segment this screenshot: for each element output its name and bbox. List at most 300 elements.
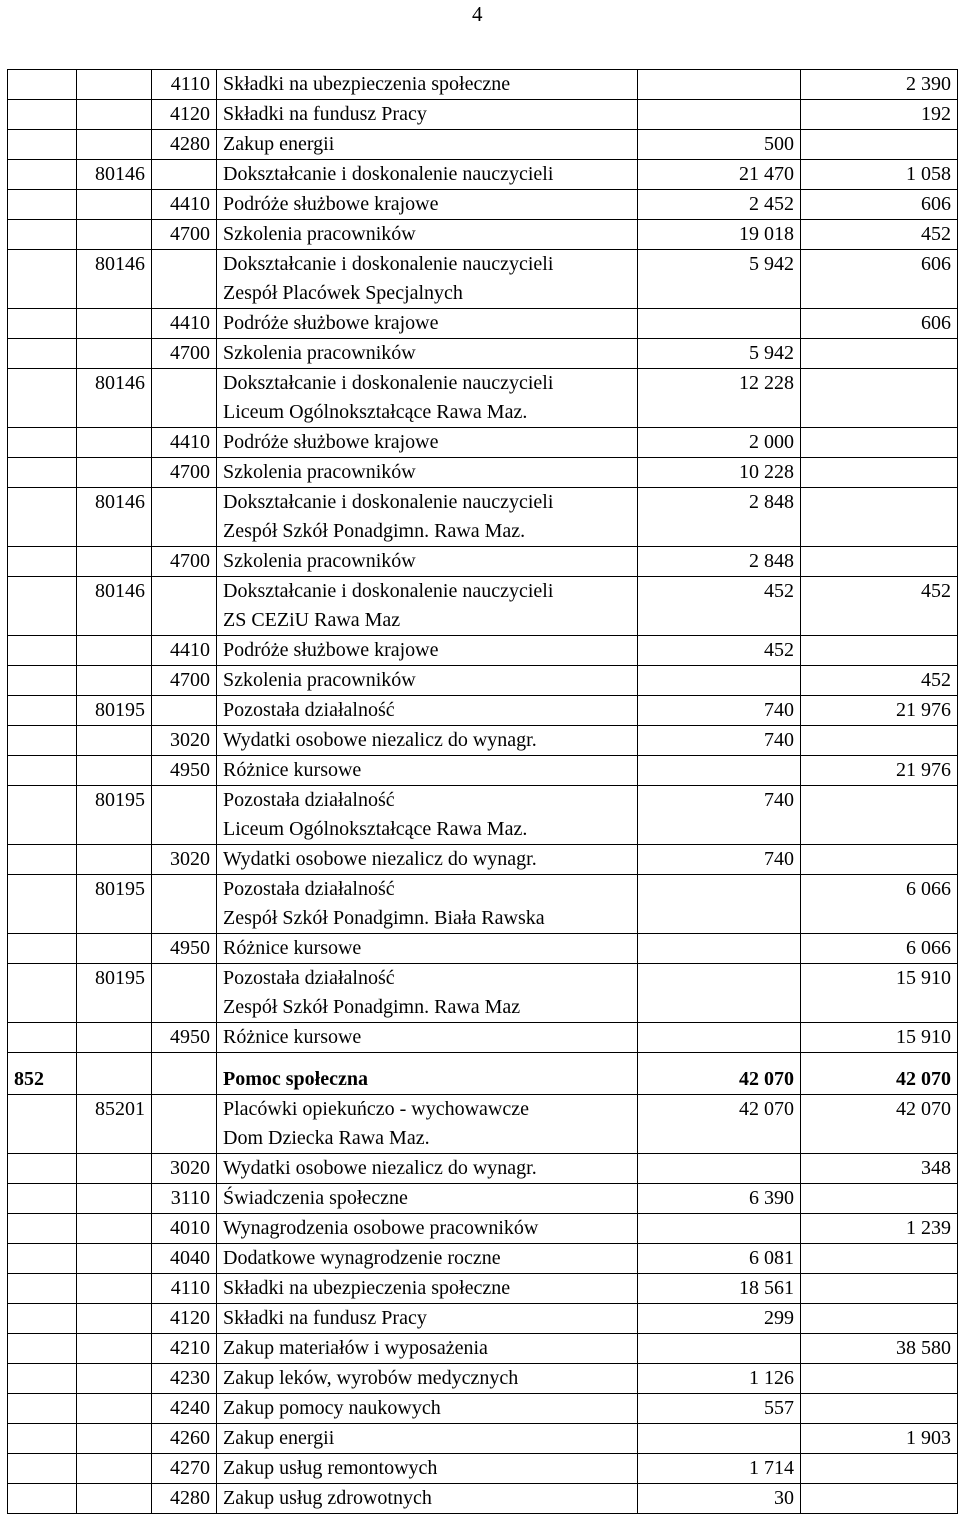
paragraf-cell bbox=[152, 160, 217, 190]
paragraf-cell: 4280 bbox=[152, 1484, 217, 1514]
nazwa-cell bbox=[217, 547, 638, 577]
rozdzial-cell bbox=[77, 70, 152, 100]
kwota-zwiekszenie-cell bbox=[801, 1184, 958, 1214]
nazwa-line: Zakup materiałów i wyposażenia bbox=[223, 1337, 488, 1359]
kwota-zmniejszenie-cell bbox=[638, 1334, 801, 1364]
dzial-cell bbox=[8, 934, 77, 964]
nazwa-cell bbox=[217, 488, 638, 547]
paragraf-cell bbox=[152, 875, 217, 934]
nazwa-line: Podróże służbowe krajowe bbox=[223, 193, 439, 215]
paragraf-cell: 4270 bbox=[152, 1454, 217, 1484]
table-row bbox=[8, 428, 958, 458]
dzial-cell bbox=[8, 786, 77, 845]
rozdzial-cell bbox=[77, 1484, 152, 1514]
kwota-zmniejszenie-cell bbox=[638, 1214, 801, 1244]
paragraf-cell: 4110 bbox=[152, 70, 217, 100]
paragraf-cell bbox=[152, 250, 217, 309]
nazwa-cell bbox=[217, 1484, 638, 1514]
kwota-zwiekszenie-cell bbox=[801, 1394, 958, 1424]
rozdzial-cell: 80146 bbox=[77, 250, 152, 309]
nazwa-cell bbox=[217, 1454, 638, 1484]
jednostka-line: Liceum Ogólnokształcące Rawa Maz. bbox=[223, 818, 528, 840]
dzial-cell bbox=[8, 488, 77, 547]
kwota-zwiekszenie-cell: 2 390 bbox=[801, 70, 958, 100]
nazwa-line: Składki na fundusz Pracy bbox=[223, 1307, 427, 1329]
table-row bbox=[8, 1424, 958, 1454]
kwota-zwiekszenie-cell bbox=[801, 1364, 958, 1394]
nazwa-line: Pozostała działalność bbox=[223, 789, 395, 811]
dzial-cell bbox=[8, 100, 77, 130]
dzial-cell bbox=[8, 756, 77, 786]
kwota-zwiekszenie-cell: 452 bbox=[801, 220, 958, 250]
dzial-cell: 852 bbox=[8, 1053, 77, 1095]
kwota-zwiekszenie-cell bbox=[801, 488, 958, 547]
table-row bbox=[8, 547, 958, 577]
dzial-cell bbox=[8, 1274, 77, 1304]
kwota-zwiekszenie-cell bbox=[801, 428, 958, 458]
paragraf-cell: 4230 bbox=[152, 1364, 217, 1394]
rozdzial-cell bbox=[77, 1334, 152, 1364]
dzial-cell bbox=[8, 1244, 77, 1274]
paragraf-cell: 4410 bbox=[152, 309, 217, 339]
kwota-zmniejszenie-cell bbox=[638, 964, 801, 1023]
rozdzial-cell bbox=[77, 726, 152, 756]
dzial-cell bbox=[8, 636, 77, 666]
kwota-zwiekszenie-cell: 42 070 bbox=[801, 1053, 958, 1095]
rozdzial-cell bbox=[77, 1214, 152, 1244]
kwota-zwiekszenie-cell bbox=[801, 636, 958, 666]
nazwa-cell bbox=[217, 100, 638, 130]
nazwa-line: Zakup leków, wyrobów medycznych bbox=[223, 1367, 519, 1389]
table-row bbox=[8, 160, 958, 190]
nazwa-line: Różnice kursowe bbox=[223, 937, 362, 959]
kwota-zwiekszenie-cell: 606 bbox=[801, 309, 958, 339]
dzial-cell bbox=[8, 1184, 77, 1214]
kwota-zmniejszenie-cell: 6 390 bbox=[638, 1184, 801, 1214]
dzial-cell bbox=[8, 1214, 77, 1244]
kwota-zwiekszenie-cell bbox=[801, 369, 958, 428]
table-row bbox=[8, 636, 958, 666]
kwota-zwiekszenie-cell: 15 910 bbox=[801, 1023, 958, 1053]
paragraf-cell: 4950 bbox=[152, 934, 217, 964]
nazwa-line: Składki na ubezpieczenia społeczne bbox=[223, 73, 511, 95]
paragraf-cell bbox=[152, 786, 217, 845]
dzial-cell bbox=[8, 458, 77, 488]
budget-table bbox=[7, 69, 958, 1514]
table-row bbox=[8, 250, 958, 309]
paragraf-cell: 4120 bbox=[152, 1304, 217, 1334]
table-row bbox=[8, 488, 958, 547]
nazwa-cell bbox=[217, 1334, 638, 1364]
rozdzial-cell bbox=[77, 1304, 152, 1334]
table-row bbox=[8, 369, 958, 428]
table-row bbox=[8, 458, 958, 488]
rozdzial-cell bbox=[77, 636, 152, 666]
kwota-zmniejszenie-cell: 740 bbox=[638, 845, 801, 875]
kwota-zmniejszenie-cell: 12 228 bbox=[638, 369, 801, 428]
kwota-zmniejszenie-cell: 2 000 bbox=[638, 428, 801, 458]
table-row bbox=[8, 964, 958, 1023]
dzial-cell bbox=[8, 1154, 77, 1184]
kwota-zmniejszenie-cell bbox=[638, 309, 801, 339]
dzial-cell bbox=[8, 547, 77, 577]
table-row bbox=[8, 786, 958, 845]
nazwa-line: Dodatkowe wynagrodzenie roczne bbox=[223, 1247, 501, 1269]
budget-table-body bbox=[8, 70, 958, 1514]
kwota-zmniejszenie-cell: 557 bbox=[638, 1394, 801, 1424]
dzial-cell bbox=[8, 1394, 77, 1424]
kwota-zmniejszenie-cell bbox=[638, 100, 801, 130]
nazwa-line: Wydatki osobowe niezalicz do wynagr. bbox=[223, 729, 537, 751]
rozdzial-cell bbox=[77, 845, 152, 875]
dzial-cell bbox=[8, 309, 77, 339]
jednostka-line: Liceum Ogólnokształcące Rawa Maz. bbox=[223, 401, 528, 423]
paragraf-cell: 4040 bbox=[152, 1244, 217, 1274]
kwota-zmniejszenie-cell bbox=[638, 756, 801, 786]
nazwa-line: Składki na fundusz Pracy bbox=[223, 103, 427, 125]
table-row bbox=[8, 220, 958, 250]
rozdzial-cell: 80146 bbox=[77, 160, 152, 190]
kwota-zwiekszenie-cell: 42 070 bbox=[801, 1095, 958, 1154]
rozdzial-cell bbox=[77, 1454, 152, 1484]
nazwa-cell bbox=[217, 339, 638, 369]
kwota-zmniejszenie-cell: 2 848 bbox=[638, 547, 801, 577]
dzial-cell bbox=[8, 130, 77, 160]
rozdzial-cell bbox=[77, 1244, 152, 1274]
nazwa-cell bbox=[217, 309, 638, 339]
rozdzial-cell: 80146 bbox=[77, 577, 152, 636]
kwota-zwiekszenie-cell: 192 bbox=[801, 100, 958, 130]
nazwa-line: Różnice kursowe bbox=[223, 1026, 362, 1048]
paragraf-cell: 4950 bbox=[152, 1023, 217, 1053]
nazwa-line: Pozostała działalność bbox=[223, 967, 395, 989]
nazwa-line: Dokształcanie i doskonalenie nauczycieli bbox=[223, 491, 554, 513]
nazwa-cell bbox=[217, 70, 638, 100]
kwota-zmniejszenie-cell: 500 bbox=[638, 130, 801, 160]
kwota-zwiekszenie-cell: 348 bbox=[801, 1154, 958, 1184]
dzial-cell bbox=[8, 190, 77, 220]
kwota-zmniejszenie-cell: 21 470 bbox=[638, 160, 801, 190]
nazwa-line: Świadczenia społeczne bbox=[223, 1187, 408, 1209]
kwota-zmniejszenie-cell: 1 126 bbox=[638, 1364, 801, 1394]
paragraf-cell: 4110 bbox=[152, 1274, 217, 1304]
table-row bbox=[8, 1184, 958, 1214]
nazwa-line: Składki na ubezpieczenia społeczne bbox=[223, 1277, 511, 1299]
nazwa-cell bbox=[217, 369, 638, 428]
table-row bbox=[8, 1304, 958, 1334]
table-row bbox=[8, 1394, 958, 1424]
rozdzial-cell bbox=[77, 339, 152, 369]
paragraf-cell: 4280 bbox=[152, 130, 217, 160]
nazwa-cell bbox=[217, 1244, 638, 1274]
kwota-zmniejszenie-cell: 18 561 bbox=[638, 1274, 801, 1304]
table-row bbox=[8, 1244, 958, 1274]
kwota-zwiekszenie-cell: 6 066 bbox=[801, 934, 958, 964]
jednostka-line: Dom Dziecka Rawa Maz. bbox=[223, 1127, 430, 1149]
table-row bbox=[8, 1154, 958, 1184]
paragraf-cell bbox=[152, 488, 217, 547]
rozdzial-cell bbox=[77, 547, 152, 577]
jednostka-line: Zespół Szkół Ponadgimn. Rawa Maz bbox=[223, 996, 521, 1018]
kwota-zmniejszenie-cell bbox=[638, 1023, 801, 1053]
rozdzial-cell bbox=[77, 220, 152, 250]
table-row bbox=[8, 666, 958, 696]
kwota-zwiekszenie-cell bbox=[801, 339, 958, 369]
rozdzial-cell bbox=[77, 934, 152, 964]
paragraf-cell: 4700 bbox=[152, 220, 217, 250]
nazwa-line: Pozostała działalność bbox=[223, 699, 395, 721]
nazwa-line: Dokształcanie i doskonalenie nauczycieli bbox=[223, 372, 554, 394]
rozdzial-cell: 80146 bbox=[77, 369, 152, 428]
kwota-zmniejszenie-cell: 5 942 bbox=[638, 339, 801, 369]
jednostka-line: Zespół Szkół Ponadgimn. Rawa Maz. bbox=[223, 520, 526, 542]
kwota-zmniejszenie-cell: 740 bbox=[638, 696, 801, 726]
table-row bbox=[8, 756, 958, 786]
kwota-zmniejszenie-cell: 740 bbox=[638, 786, 801, 845]
kwota-zmniejszenie-cell: 1 714 bbox=[638, 1454, 801, 1484]
kwota-zwiekszenie-cell bbox=[801, 1304, 958, 1334]
nazwa-cell bbox=[217, 934, 638, 964]
nazwa-cell bbox=[217, 160, 638, 190]
kwota-zmniejszenie-cell: 6 081 bbox=[638, 1244, 801, 1274]
rozdzial-cell bbox=[77, 1053, 152, 1095]
nazwa-cell bbox=[217, 1095, 638, 1154]
nazwa-line: Wydatki osobowe niezalicz do wynagr. bbox=[223, 848, 537, 870]
nazwa-cell bbox=[217, 220, 638, 250]
kwota-zmniejszenie-cell: 2 848 bbox=[638, 488, 801, 547]
dzial-cell bbox=[8, 428, 77, 458]
kwota-zmniejszenie-cell: 30 bbox=[638, 1484, 801, 1514]
table-row bbox=[8, 875, 958, 934]
kwota-zwiekszenie-cell bbox=[801, 547, 958, 577]
table-row bbox=[8, 190, 958, 220]
kwota-zmniejszenie-cell: 452 bbox=[638, 636, 801, 666]
nazwa-cell bbox=[217, 696, 638, 726]
nazwa-cell bbox=[217, 428, 638, 458]
dzial-cell bbox=[8, 160, 77, 190]
table-row bbox=[8, 845, 958, 875]
nazwa-cell bbox=[217, 964, 638, 1023]
paragraf-cell: 3110 bbox=[152, 1184, 217, 1214]
nazwa-line: Dokształcanie i doskonalenie nauczycieli bbox=[223, 253, 554, 275]
kwota-zmniejszenie-cell bbox=[638, 666, 801, 696]
paragraf-cell: 4410 bbox=[152, 636, 217, 666]
table-row bbox=[8, 339, 958, 369]
table-row bbox=[8, 1484, 958, 1514]
kwota-zwiekszenie-cell bbox=[801, 1244, 958, 1274]
nazwa-cell bbox=[217, 845, 638, 875]
paragraf-cell: 4120 bbox=[152, 100, 217, 130]
kwota-zwiekszenie-cell: 606 bbox=[801, 190, 958, 220]
nazwa-line: Zakup usług zdrowotnych bbox=[223, 1487, 432, 1509]
rozdzial-cell bbox=[77, 666, 152, 696]
dzial-cell bbox=[8, 1424, 77, 1454]
kwota-zwiekszenie-cell: 21 976 bbox=[801, 696, 958, 726]
dzial-cell bbox=[8, 1023, 77, 1053]
nazwa-cell bbox=[217, 190, 638, 220]
table-row bbox=[8, 696, 958, 726]
nazwa-cell bbox=[217, 1154, 638, 1184]
kwota-zwiekszenie-cell: 6 066 bbox=[801, 875, 958, 934]
kwota-zwiekszenie-cell bbox=[801, 786, 958, 845]
nazwa-cell bbox=[217, 1274, 638, 1304]
rozdzial-cell bbox=[77, 1023, 152, 1053]
rozdzial-cell bbox=[77, 190, 152, 220]
table-row bbox=[8, 934, 958, 964]
dzial-cell bbox=[8, 1454, 77, 1484]
nazwa-line: Podróże służbowe krajowe bbox=[223, 312, 439, 334]
nazwa-cell bbox=[217, 1394, 638, 1424]
nazwa-line: Placówki opiekuńczo - wychowawcze bbox=[223, 1098, 529, 1120]
table-row bbox=[8, 1053, 958, 1095]
paragraf-cell: 4210 bbox=[152, 1334, 217, 1364]
rozdzial-cell bbox=[77, 100, 152, 130]
dzial-cell bbox=[8, 250, 77, 309]
kwota-zwiekszenie-cell: 38 580 bbox=[801, 1334, 958, 1364]
nazwa-line: Podróże służbowe krajowe bbox=[223, 431, 439, 453]
nazwa-line: Zakup usług remontowych bbox=[223, 1457, 438, 1479]
table-row bbox=[8, 1334, 958, 1364]
rozdzial-cell bbox=[77, 309, 152, 339]
dzial-cell bbox=[8, 369, 77, 428]
nazwa-cell bbox=[217, 1364, 638, 1394]
paragraf-cell: 4240 bbox=[152, 1394, 217, 1424]
table-row bbox=[8, 1023, 958, 1053]
paragraf-cell bbox=[152, 696, 217, 726]
dzial-cell bbox=[8, 726, 77, 756]
kwota-zwiekszenie-cell: 1 903 bbox=[801, 1424, 958, 1454]
rozdzial-cell bbox=[77, 1274, 152, 1304]
dzial-cell bbox=[8, 1304, 77, 1334]
paragraf-cell: 4410 bbox=[152, 190, 217, 220]
jednostka-line: Zespół Szkół Ponadgimn. Biała Rawska bbox=[223, 907, 545, 929]
paragraf-cell: 4260 bbox=[152, 1424, 217, 1454]
rozdzial-cell bbox=[77, 458, 152, 488]
rozdzial-cell bbox=[77, 1364, 152, 1394]
nazwa-cell bbox=[217, 577, 638, 636]
dzial-cell bbox=[8, 220, 77, 250]
kwota-zwiekszenie-cell bbox=[801, 1454, 958, 1484]
dzial-cell bbox=[8, 875, 77, 934]
nazwa-line: Szkolenia pracowników bbox=[223, 223, 416, 245]
nazwa-cell bbox=[217, 458, 638, 488]
rozdzial-cell bbox=[77, 756, 152, 786]
nazwa-line: Zakup energii bbox=[223, 133, 335, 155]
nazwa-line: Podróże służbowe krajowe bbox=[223, 639, 439, 661]
paragraf-cell bbox=[152, 369, 217, 428]
nazwa-line: Dokształcanie i doskonalenie nauczycieli bbox=[223, 580, 554, 602]
nazwa-cell bbox=[217, 1053, 638, 1095]
table-row bbox=[8, 100, 958, 130]
dzial-cell bbox=[8, 577, 77, 636]
rozdzial-cell bbox=[77, 1424, 152, 1454]
rozdzial-cell bbox=[77, 130, 152, 160]
dzial-cell bbox=[8, 845, 77, 875]
paragraf-cell: 3020 bbox=[152, 845, 217, 875]
nazwa-cell bbox=[217, 130, 638, 160]
dzial-cell bbox=[8, 964, 77, 1023]
nazwa-line: Szkolenia pracowników bbox=[223, 550, 416, 572]
kwota-zwiekszenie-cell: 15 910 bbox=[801, 964, 958, 1023]
paragraf-cell: 4700 bbox=[152, 547, 217, 577]
rozdzial-cell: 80195 bbox=[77, 786, 152, 845]
table-row bbox=[8, 130, 958, 160]
rozdzial-cell: 80146 bbox=[77, 488, 152, 547]
table-row bbox=[8, 726, 958, 756]
nazwa-cell bbox=[217, 756, 638, 786]
nazwa-line: Różnice kursowe bbox=[223, 759, 362, 781]
dzial-cell bbox=[8, 70, 77, 100]
paragraf-cell: 4950 bbox=[152, 756, 217, 786]
table-row bbox=[8, 1364, 958, 1394]
table-row bbox=[8, 1095, 958, 1154]
dzial-cell bbox=[8, 696, 77, 726]
kwota-zwiekszenie-cell: 606 bbox=[801, 250, 958, 309]
table-row bbox=[8, 1454, 958, 1484]
dzial-cell bbox=[8, 1095, 77, 1154]
nazwa-cell bbox=[217, 636, 638, 666]
nazwa-cell bbox=[217, 1023, 638, 1053]
kwota-zwiekszenie-cell bbox=[801, 1484, 958, 1514]
jednostka-line: Zespół Placówek Specjalnych bbox=[223, 282, 463, 304]
rozdzial-cell bbox=[77, 1154, 152, 1184]
nazwa-cell bbox=[217, 726, 638, 756]
kwota-zmniejszenie-cell: 10 228 bbox=[638, 458, 801, 488]
kwota-zwiekszenie-cell: 21 976 bbox=[801, 756, 958, 786]
dzial-cell bbox=[8, 1484, 77, 1514]
rozdzial-cell: 80195 bbox=[77, 964, 152, 1023]
dzial-cell bbox=[8, 1364, 77, 1394]
nazwa-line: Szkolenia pracowników bbox=[223, 669, 416, 691]
paragraf-cell: 3020 bbox=[152, 1154, 217, 1184]
paragraf-cell: 3020 bbox=[152, 726, 217, 756]
paragraf-cell bbox=[152, 577, 217, 636]
table-row bbox=[8, 70, 958, 100]
kwota-zwiekszenie-cell: 452 bbox=[801, 577, 958, 636]
table-row bbox=[8, 577, 958, 636]
paragraf-cell bbox=[152, 964, 217, 1023]
kwota-zwiekszenie-cell bbox=[801, 1274, 958, 1304]
rozdzial-cell bbox=[77, 428, 152, 458]
table-row bbox=[8, 1274, 958, 1304]
nazwa-line: Wynagrodzenia osobowe pracowników bbox=[223, 1217, 539, 1239]
nazwa-line: Pomoc społeczna bbox=[223, 1068, 368, 1090]
nazwa-cell bbox=[217, 250, 638, 309]
kwota-zwiekszenie-cell: 1 239 bbox=[801, 1214, 958, 1244]
paragraf-cell: 4700 bbox=[152, 666, 217, 696]
table-row bbox=[8, 309, 958, 339]
rozdzial-cell: 85201 bbox=[77, 1095, 152, 1154]
nazwa-line: Szkolenia pracowników bbox=[223, 342, 416, 364]
kwota-zmniejszenie-cell: 299 bbox=[638, 1304, 801, 1334]
kwota-zmniejszenie-cell: 452 bbox=[638, 577, 801, 636]
nazwa-cell bbox=[217, 1424, 638, 1454]
nazwa-cell bbox=[217, 786, 638, 845]
nazwa-line: Wydatki osobowe niezalicz do wynagr. bbox=[223, 1157, 537, 1179]
kwota-zmniejszenie-cell: 42 070 bbox=[638, 1053, 801, 1095]
nazwa-line: Pozostała działalność bbox=[223, 878, 395, 900]
nazwa-line: Zakup energii bbox=[223, 1427, 335, 1449]
kwota-zwiekszenie-cell: 452 bbox=[801, 666, 958, 696]
paragraf-cell: 4010 bbox=[152, 1214, 217, 1244]
kwota-zmniejszenie-cell bbox=[638, 1424, 801, 1454]
kwota-zmniejszenie-cell bbox=[638, 934, 801, 964]
kwota-zwiekszenie-cell bbox=[801, 130, 958, 160]
rozdzial-cell: 80195 bbox=[77, 696, 152, 726]
dzial-cell bbox=[8, 339, 77, 369]
paragraf-cell: 4410 bbox=[152, 428, 217, 458]
kwota-zmniejszenie-cell bbox=[638, 875, 801, 934]
